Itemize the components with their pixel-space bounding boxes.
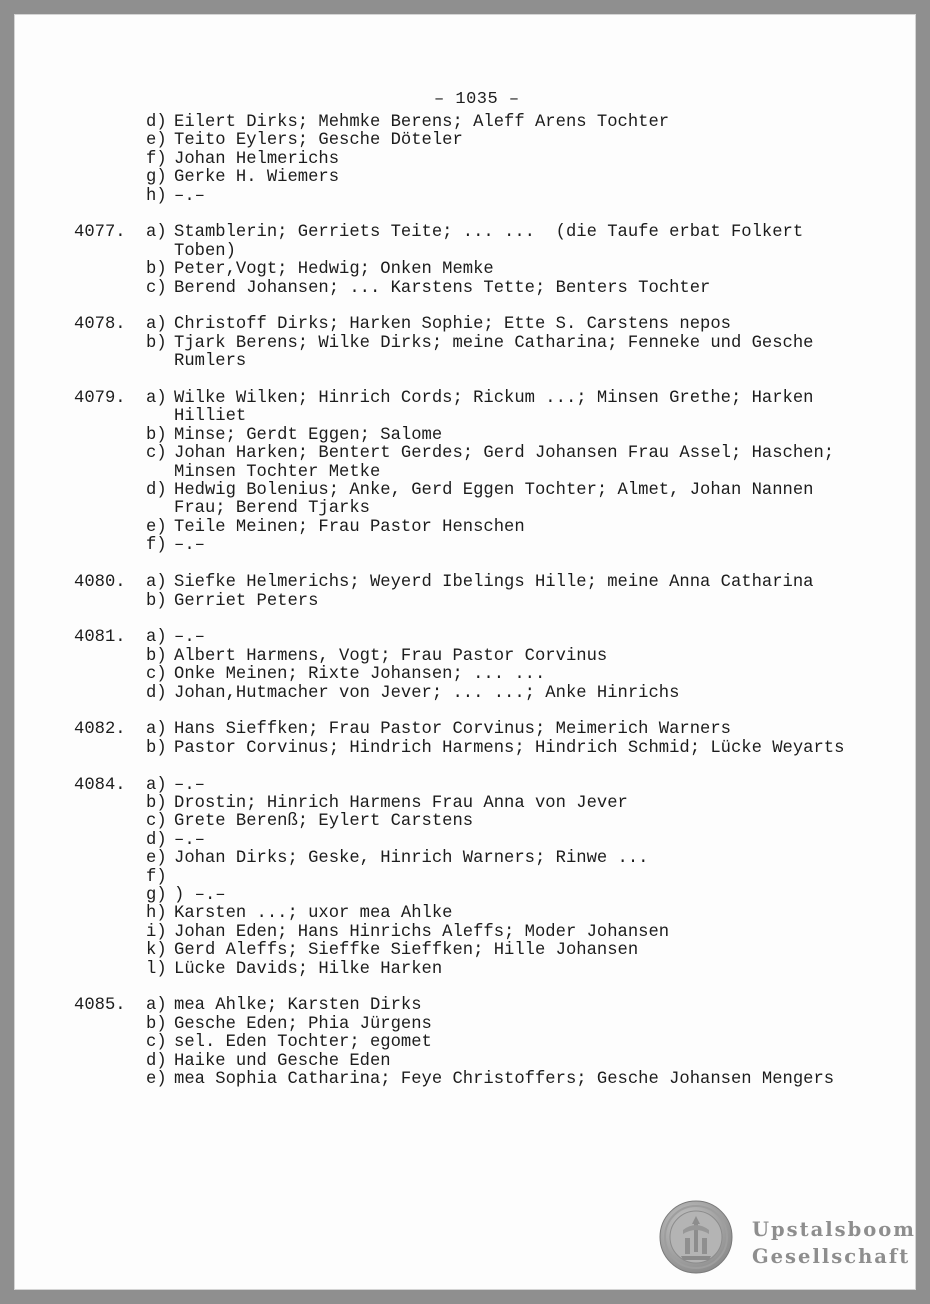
entry-number-indent — [74, 427, 146, 445]
item-text: mea Ahlke; Karsten Dirks — [174, 996, 422, 1016]
entry-line — [74, 593, 854, 611]
item-letter: d) — [146, 481, 167, 501]
entry-number-indent — [74, 1034, 146, 1052]
entry-line — [74, 114, 854, 132]
item-text: Albert Harmens, Vogt; Frau Pastor Corvinus — [174, 646, 608, 666]
item-letter: g) — [146, 168, 167, 188]
item-letter: e) — [146, 1070, 167, 1089]
entry-number-indent — [74, 648, 146, 666]
item-letter: b) — [146, 425, 167, 445]
brand-name-line1: Upstalsboom — [752, 1218, 916, 1241]
baptism-entry — [74, 721, 854, 758]
entry-line — [74, 151, 854, 169]
entry-number: 4085. — [74, 996, 126, 1016]
entry-number-indent — [74, 666, 146, 684]
item-letter: f) — [146, 149, 167, 169]
item-text: Gerke H. Wiemers — [174, 168, 340, 188]
item-text: Karsten ...; uxor mea Ahlke — [174, 904, 453, 924]
entry-line — [74, 1034, 854, 1052]
entry-line — [74, 832, 854, 850]
entry-number-indent — [74, 151, 146, 169]
entry-line — [74, 629, 854, 647]
item-text: Peter,Vogt; Hedwig; Onken Memke — [174, 260, 494, 280]
item-letter: f) — [146, 536, 167, 556]
item-text: Eilert Dirks; Mehmke Berens; Aleff Arens Tochter — [174, 113, 670, 132]
entry-number-indent — [74, 813, 146, 831]
item-letter: b) — [146, 793, 167, 813]
item-text: mea Sophia Catharina; Feye Christoffers; Gesche Johansen Mengers — [174, 1070, 835, 1089]
item-letter: d) — [146, 113, 167, 132]
entry-line — [74, 721, 854, 739]
entry-number-indent — [74, 1071, 146, 1089]
item-text: Minse; Gerdt Eggen; Salome — [174, 425, 443, 445]
entry-line — [74, 169, 854, 187]
item-text: Drostin; Hinrich Harmens Frau Anna von Jever — [174, 793, 628, 813]
item-text: Johan,Hutmacher von Jever; ... ...; Anke Hinrichs — [174, 683, 680, 703]
item-letter: a) — [146, 720, 167, 740]
entry-number-indent — [74, 795, 146, 813]
item-letter: a) — [146, 573, 167, 593]
entry-number-indent — [74, 335, 146, 372]
entry-number: 4078. — [74, 315, 126, 335]
entry-number-indent — [74, 1016, 146, 1034]
item-letter: b) — [146, 1014, 167, 1034]
item-text: Lücke Davids; Hilke Harken — [174, 959, 443, 979]
item-letter: i) — [146, 922, 167, 942]
entry-number-indent — [74, 519, 146, 537]
item-letter: b) — [146, 646, 167, 666]
entry-line — [74, 280, 854, 298]
item-letter: h) — [146, 186, 167, 206]
entry-number-indent — [74, 132, 146, 150]
item-text: –.– — [174, 536, 205, 556]
entry-line — [74, 685, 854, 703]
baptism-entry — [74, 777, 854, 979]
entry-line — [74, 261, 854, 279]
item-letter: c) — [146, 665, 167, 685]
item-text: Johan Harken; Bentert Gerdes; Gerd Johansen Frau Assel; Haschen; Minsen Tochter Metke — [174, 444, 845, 482]
item-letter: e) — [146, 517, 167, 537]
item-letter: c) — [146, 1033, 167, 1053]
item-letter: c) — [146, 812, 167, 832]
entry-line — [74, 427, 854, 445]
item-text: Hedwig Bolenius; Anke, Gerd Eggen Tochter; Almet, Johan Nannen Frau; Berend Tjarks — [174, 481, 824, 519]
item-text: –.– — [174, 775, 205, 795]
item-text: –.– — [174, 830, 205, 850]
item-letter: a) — [146, 996, 167, 1016]
item-letter: a) — [146, 389, 167, 409]
society-brand — [752, 1216, 916, 1270]
entry-number-indent — [74, 850, 146, 868]
item-letter: a) — [146, 315, 167, 335]
entry-line — [74, 519, 854, 537]
baptism-entry — [74, 390, 854, 556]
item-text: Siefke Helmerichs; Weyerd Ibelings Hille; meine Anna Catharina — [174, 573, 814, 593]
item-text: Grete Berenß; Eylert Carstens — [174, 812, 474, 832]
item-text: Tjark Berens; Wilke Dirks; meine Catharina; Fenneke und Gesche Rumlers — [174, 333, 824, 372]
entry-number-indent — [74, 445, 146, 482]
entry-line — [74, 224, 854, 261]
entry-number-indent — [74, 261, 146, 279]
item-text: Christoff Dirks; Harken Sophie; Ette S. Carstens nepos — [174, 315, 731, 335]
baptism-entry — [74, 574, 854, 611]
item-letter: l) — [146, 959, 167, 979]
entry-number-indent — [74, 537, 146, 555]
item-letter: b) — [146, 591, 167, 611]
item-letter: a) — [146, 223, 167, 243]
item-letter: e) — [146, 131, 167, 151]
entry-line — [74, 1071, 854, 1089]
entry-number-indent — [74, 832, 146, 850]
item-text: Gerriet Peters — [174, 591, 319, 611]
item-text — [174, 869, 854, 887]
entry-number-indent — [74, 905, 146, 923]
entry-number: 4079. — [74, 389, 126, 409]
society-seal-icon — [659, 1200, 733, 1274]
item-text: Hans Sieffken; Frau Pastor Corvinus; Meimerich Warners — [174, 720, 731, 740]
entry-number-indent — [74, 740, 146, 758]
entry-line — [74, 188, 854, 206]
entry-line — [74, 482, 854, 519]
item-text: Johan Eden; Hans Hinrichs Aleffs; Moder Johansen — [174, 922, 670, 942]
item-text: Stamblerin; Gerriets Teite; ... ... (die Taufe erbat Folkert Toben) — [174, 223, 814, 261]
entry-number-indent — [74, 188, 146, 206]
item-text: Onke Meinen; Rixte Johansen; ... ... — [174, 665, 546, 685]
entry-line — [74, 574, 854, 592]
entry-line — [74, 869, 854, 887]
entry-line — [74, 335, 854, 372]
item-letter: b) — [146, 333, 167, 353]
entry-line — [74, 648, 854, 666]
item-text: ) –.– — [174, 885, 226, 905]
item-letter: c) — [146, 278, 167, 298]
entry-number-indent — [74, 887, 146, 905]
item-letter: h) — [146, 904, 167, 924]
item-letter: b) — [146, 738, 167, 758]
item-letter: f) — [146, 867, 167, 887]
entry-number: 4082. — [74, 720, 126, 740]
entry-line — [74, 813, 854, 831]
entry-number-indent — [74, 942, 146, 960]
item-text: –.– — [174, 628, 205, 648]
entry-line — [74, 942, 854, 960]
item-text: Pastor Corvinus; Hindrich Harmens; Hindrich Schmid; Lücke Weyarts — [174, 738, 845, 758]
entry-line — [74, 316, 854, 334]
item-text: Gerd Aleffs; Sieffke Sieffken; Hille Johansen — [174, 941, 639, 961]
entry-number-indent — [74, 961, 146, 979]
entry-number-indent — [74, 1053, 146, 1071]
entry-line — [74, 924, 854, 942]
entry-number-indent — [74, 482, 146, 519]
entry-line — [74, 537, 854, 555]
baptism-entry — [74, 316, 854, 371]
entry-line — [74, 887, 854, 905]
item-letter: b) — [146, 260, 167, 280]
item-text: sel. Eden Tochter; egomet — [174, 1033, 432, 1053]
item-text: Teito Eylers; Gesche Döteler — [174, 131, 463, 151]
item-letter: g) — [146, 885, 167, 905]
entry-line — [74, 740, 854, 758]
entry-number-indent — [74, 114, 146, 132]
baptism-entry — [74, 997, 854, 1089]
entry-line — [74, 666, 854, 684]
entry-number-indent — [74, 280, 146, 298]
item-text: Teile Meinen; Frau Pastor Henschen — [174, 517, 525, 537]
document-page — [14, 14, 916, 1290]
item-letter: c) — [146, 444, 167, 464]
entry-line — [74, 850, 854, 868]
baptism-entry — [74, 224, 854, 298]
entry-line — [74, 1053, 854, 1071]
item-text: –.– — [174, 186, 205, 206]
item-letter: a) — [146, 775, 167, 795]
entry-number: 4080. — [74, 573, 126, 593]
brand-name-line2: Gesellschaft — [752, 1245, 911, 1268]
entry-number-indent — [74, 869, 146, 887]
baptism-entry — [74, 114, 854, 206]
item-text: Wilke Wilken; Hinrich Cords; Rickum ...; Minsen Grethe; Harken Hilliet — [174, 389, 824, 427]
item-letter: e) — [146, 849, 167, 869]
item-text: Gesche Eden; Phia Jürgens — [174, 1014, 432, 1034]
entry-number: 4081. — [74, 628, 126, 648]
item-text: Johan Helmerichs — [174, 149, 340, 169]
item-letter: d) — [146, 1051, 167, 1071]
entry-number-indent — [74, 924, 146, 942]
entry-line — [74, 905, 854, 923]
item-text: Johan Dirks; Geske, Hinrich Warners; Rinwe ... — [174, 849, 649, 869]
page-number: – 1035 – — [434, 90, 520, 109]
entry-line — [74, 795, 854, 813]
item-letter: d) — [146, 830, 167, 850]
entry-line — [74, 777, 854, 795]
entry-number-indent — [74, 685, 146, 703]
entry-line — [74, 1016, 854, 1034]
entry-number-indent — [74, 593, 146, 611]
entry-line — [74, 132, 854, 150]
item-letter: k) — [146, 941, 167, 961]
baptism-entry — [74, 629, 854, 703]
entry-line — [74, 997, 854, 1015]
entry-number: 4077. — [74, 223, 126, 243]
entry-line — [74, 445, 854, 482]
entry-line — [74, 961, 854, 979]
item-letter: d) — [146, 683, 167, 703]
entry-number-indent — [74, 169, 146, 187]
entry-line — [74, 390, 854, 427]
entry-number: 4084. — [74, 775, 126, 795]
item-text: Haike und Gesche Eden — [174, 1051, 391, 1071]
baptism-entries-list — [74, 114, 854, 1089]
item-letter: a) — [146, 628, 167, 648]
item-text: Berend Johansen; ... Karstens Tette; Benters Tochter — [174, 278, 711, 298]
